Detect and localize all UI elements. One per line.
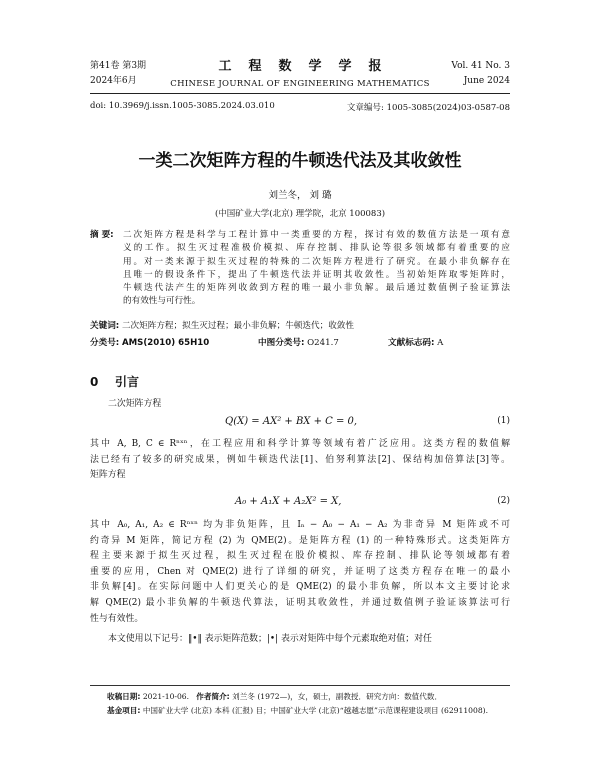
abstract-line: 二次矩阵方程是科学与工程计算中一类重要的方程，探讨有效的数值方法是一项有意 [123, 230, 510, 240]
footnote-received [107, 691, 510, 702]
class-label: 分类号: [90, 338, 120, 348]
class-value: AMS(2010) 65H10 [121, 338, 210, 348]
body-line: 矩阵方程 [90, 470, 126, 481]
doi: doi: 10.3969/j.issn.1005-3085.2024.03.010 [90, 101, 275, 111]
intro-paragraph-4 [90, 632, 510, 648]
equation-number: (1) [497, 416, 510, 426]
body-line: 法已经有了较多的研究成果，例如牛顿迭代法[1]、伯努利算法[2]、保结构加倍算法[3]等。 [90, 454, 510, 465]
abstract-line: 的有效性与可行性。 [123, 296, 201, 307]
date-en: June 2024 [463, 76, 510, 86]
abstract-label: 摘 要: [90, 230, 114, 240]
fund-text: 中国矿业大学 (北京) 本科 (汇报) 目；中国矿业大学 (北京)“越越志愿”示范课程建设项目 (62911008). [142, 706, 489, 715]
header-rule [90, 93, 510, 94]
keywords-label: 关键词: [90, 321, 120, 331]
body-line: 二次矩阵方程 [108, 399, 162, 409]
header-center [160, 55, 440, 89]
volume-issue-cn: 第41卷 第3期 [90, 61, 147, 71]
body-line: 本文使用以下记号：‖•‖ 表示矩阵范数；|•| 表示对矩阵中每个元素取绝对值；对任 [108, 634, 432, 644]
clc-value: O241.7 [307, 338, 339, 348]
body-line: 性与有效性。 [90, 613, 144, 624]
abstract [90, 229, 510, 309]
intro-paragraph-1 [90, 397, 510, 413]
footnote-rule [90, 685, 510, 686]
received-label: 收稿日期: [107, 692, 141, 701]
section-title: 引言 [115, 375, 140, 389]
abstract-line: 且唯一的假设条件下，提出了牛顿迭代法并证明其收敛性。当初始矩阵取零矩阵时， [123, 269, 510, 280]
journal-title-en: CHINESE JOURNAL OF ENGINEERING MATHEMATICS [170, 79, 430, 89]
doi-line [90, 101, 510, 113]
date-cn: 2024年6月 [90, 76, 137, 86]
body-line: 其中 A₀, A₁, A₂ ∈ Rⁿˣⁿ 均为非负矩阵，且 Iₙ − A₀ − A₁ − A₂ 为非奇异 M 矩阵或不可 [90, 520, 510, 530]
keywords [90, 319, 354, 331]
article-title: 一类二次矩阵方程的牛顿迭代法及其收敛性 [138, 151, 462, 171]
keywords-text: 二次矩阵方程；拟生灭过程；最小非负解；牛顿迭代；收敛性 [121, 321, 354, 331]
header-left [90, 59, 146, 89]
author-bio-label: 作者简介: [196, 692, 230, 701]
body-line: 重要的应用，Chen 对 QME(2) 进行了详细的研究，并证明了这类方程存在唯一的最小 [90, 566, 510, 577]
doc-code-label: 文献标志码: [388, 338, 435, 348]
article-affiliation: (中国矿业大学(北京) 理学院，北京 100083) [214, 209, 386, 219]
body-line: 其中 A, B, C ∈ Rⁿˣⁿ，在工程应用和科学计算等领域有着广泛应用。这类方程的数值解 [90, 439, 510, 449]
journal-title-cn: 工程数学学报 [218, 59, 399, 74]
footnote-fund [107, 705, 510, 716]
clc-label: 中图分类号: [258, 338, 305, 348]
body-line: 非负解[4]。在实际问题中人们更关心的是 QME(2) 的最小非负解，所以本文主要讨论求 [90, 582, 510, 593]
body-line: 解 QME(2) 最小非负解的牛顿迭代算法，证明其收敛性，并通过数值例子验证该算法可行 [90, 597, 510, 608]
abstract-line: 用。对一类来源于拟生灭过程的特殊的二次矩阵方程进行了研究。在最小非负解存在 [123, 256, 510, 267]
volume-issue-en: Vol. 41 No. 3 [451, 61, 510, 71]
received-date: 2021-10-06. [142, 692, 190, 701]
article-number: 文章编号: 1005-3085(2024)03-0587-08 [347, 103, 510, 113]
section-number: 0 [90, 375, 99, 389]
intro-paragraph-2 [90, 437, 510, 484]
abstract-line: 义的工作。拟生灭过程准极价模拟、库存控制、排队论等很多领域都有着重要的应 [123, 243, 510, 254]
intro-paragraph-3 [90, 518, 510, 627]
doc-code-value: A [437, 338, 444, 348]
header-right [451, 59, 510, 89]
equation-expression: Q(X) = AX² + BX + C = 0, [225, 416, 358, 427]
equation-expression: A₀ + A₁X + A₂X² = X, [235, 496, 342, 507]
abstract-line: 牛顿迭代法产生的矩阵列收敛到方程的唯一最小非负解。最后通过数值例子验证算法 [123, 283, 510, 294]
body-line: 约奇异 M 矩阵，简记方程 (2) 为 QME(2)。是矩阵方程 (1) 的一种特殊形式。这类矩阵方 [90, 535, 510, 546]
article-authors: 刘兰冬， 刘 璐 [268, 190, 332, 201]
fund-label: 基金项目: [107, 706, 141, 715]
equation-number: (2) [497, 496, 510, 506]
body-line: 程主要来源于拟生灭过程，拟生灭过程在股价模拟、库存控制、排队论等领域都有着 [90, 551, 510, 562]
author-bio: 刘兰冬 (1972—)，女，硕士，副教授．研究方向：数值代数． [232, 692, 443, 701]
section-heading [90, 373, 139, 390]
